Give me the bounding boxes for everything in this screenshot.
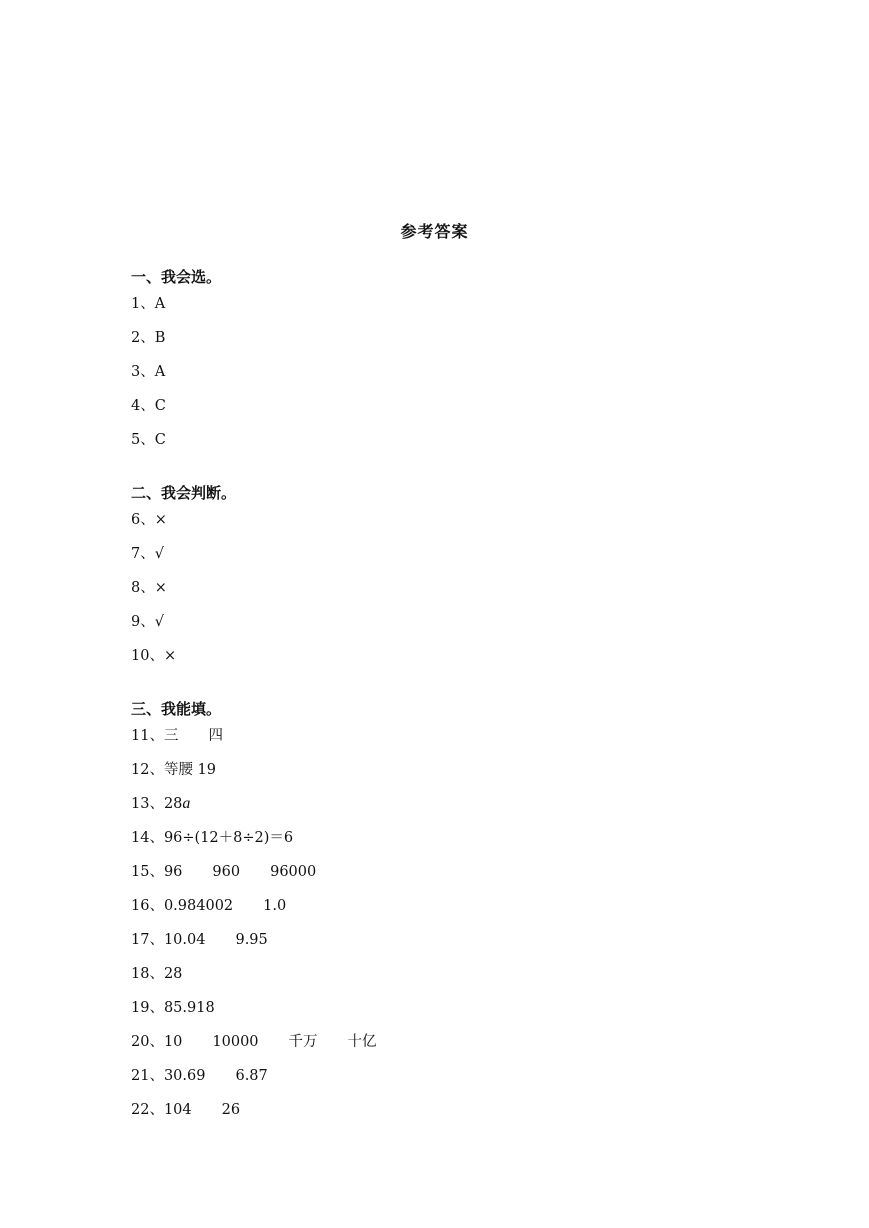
answer-item bbox=[131, 510, 167, 530]
item-number: 16、 bbox=[131, 898, 164, 914]
item-answer: 6.87 bbox=[235, 1068, 268, 1084]
item-answer: 四 bbox=[208, 728, 223, 744]
item-answer: C bbox=[154, 432, 166, 448]
item-number: 1、 bbox=[131, 296, 155, 312]
answer-item bbox=[131, 998, 215, 1018]
item-answer: 960 bbox=[212, 864, 241, 880]
section-heading-judge: 二、我会判断。 bbox=[131, 484, 237, 502]
item-answer: 10 bbox=[163, 1034, 183, 1050]
item-answer: 10.04 bbox=[163, 932, 206, 948]
item-number: 7、 bbox=[131, 546, 155, 562]
answer-item bbox=[131, 1100, 240, 1120]
answer-item bbox=[131, 362, 165, 382]
section-heading-fill: 三、我能填。 bbox=[131, 700, 222, 718]
item-answer: 十亿 bbox=[347, 1034, 377, 1050]
item-answer: 28 bbox=[163, 966, 183, 982]
answer-item bbox=[131, 896, 286, 916]
item-answer: C bbox=[154, 398, 166, 414]
answer-item bbox=[131, 964, 182, 984]
item-number: 8、 bbox=[131, 580, 155, 596]
item-answer: 96000 bbox=[270, 864, 317, 880]
item-number: 14、 bbox=[131, 830, 164, 846]
item-answer: √ bbox=[154, 614, 164, 630]
item-answer: 96 bbox=[163, 864, 183, 880]
item-number: 11、 bbox=[131, 728, 164, 744]
answer-item bbox=[131, 544, 164, 564]
item-answer: 28 bbox=[163, 796, 183, 812]
item-answer: × bbox=[163, 648, 177, 664]
item-number: 21、 bbox=[131, 1068, 164, 1084]
answer-item bbox=[131, 328, 165, 348]
item-answer: 85.918 bbox=[163, 1000, 215, 1016]
item-answer: 千万 bbox=[288, 1034, 318, 1050]
answer-item bbox=[131, 294, 165, 314]
item-number: 10、 bbox=[131, 648, 164, 664]
answer-item bbox=[131, 726, 223, 746]
page-title: 参考答案 bbox=[400, 222, 469, 241]
item-answer: 104 bbox=[163, 1102, 192, 1118]
item-answer: × bbox=[154, 512, 167, 528]
section-heading-choice: 一、我会选。 bbox=[131, 268, 222, 286]
answer-item bbox=[131, 430, 166, 450]
item-variable: a bbox=[182, 795, 191, 812]
answer-item bbox=[131, 930, 268, 950]
item-number: 18、 bbox=[131, 966, 164, 982]
item-number: 2、 bbox=[131, 330, 155, 346]
item-answer: 0.984002 bbox=[163, 898, 234, 914]
answer-item bbox=[131, 1066, 268, 1086]
item-answer: √ bbox=[154, 546, 164, 562]
item-answer: 96÷(12＋8÷2)＝6 bbox=[163, 830, 294, 846]
answer-item bbox=[131, 794, 190, 814]
item-number: 9、 bbox=[131, 614, 155, 630]
item-number: 4、 bbox=[131, 398, 155, 414]
item-answer: 9.95 bbox=[235, 932, 268, 948]
answer-item bbox=[131, 1032, 377, 1052]
item-number: 5、 bbox=[131, 432, 155, 448]
answer-item bbox=[131, 396, 166, 416]
answer-item bbox=[131, 862, 316, 882]
item-number: 3、 bbox=[131, 364, 155, 380]
item-answer: 10000 bbox=[212, 1034, 259, 1050]
item-answer: 30.69 bbox=[163, 1068, 206, 1084]
item-number: 17、 bbox=[131, 932, 164, 948]
item-answer: × bbox=[154, 580, 167, 596]
item-number: 6、 bbox=[131, 512, 155, 528]
answer-item bbox=[131, 612, 164, 632]
answer-item bbox=[131, 578, 167, 598]
item-answer: 三 bbox=[163, 728, 179, 744]
item-answer: 1.0 bbox=[263, 898, 287, 914]
item-answer: 等腰 19 bbox=[163, 762, 217, 778]
item-answer: 26 bbox=[221, 1102, 241, 1118]
answer-item bbox=[131, 760, 216, 780]
item-number: 19、 bbox=[131, 1000, 164, 1016]
answer-item bbox=[131, 646, 176, 666]
item-answer: A bbox=[154, 296, 166, 312]
item-number: 22、 bbox=[131, 1102, 164, 1118]
item-number: 15、 bbox=[131, 864, 164, 880]
item-number: 12、 bbox=[131, 762, 164, 778]
item-number: 13、 bbox=[131, 796, 164, 812]
item-answer: A bbox=[154, 364, 166, 380]
item-answer: B bbox=[154, 330, 166, 346]
answer-item bbox=[131, 828, 293, 848]
item-number: 20、 bbox=[131, 1034, 164, 1050]
